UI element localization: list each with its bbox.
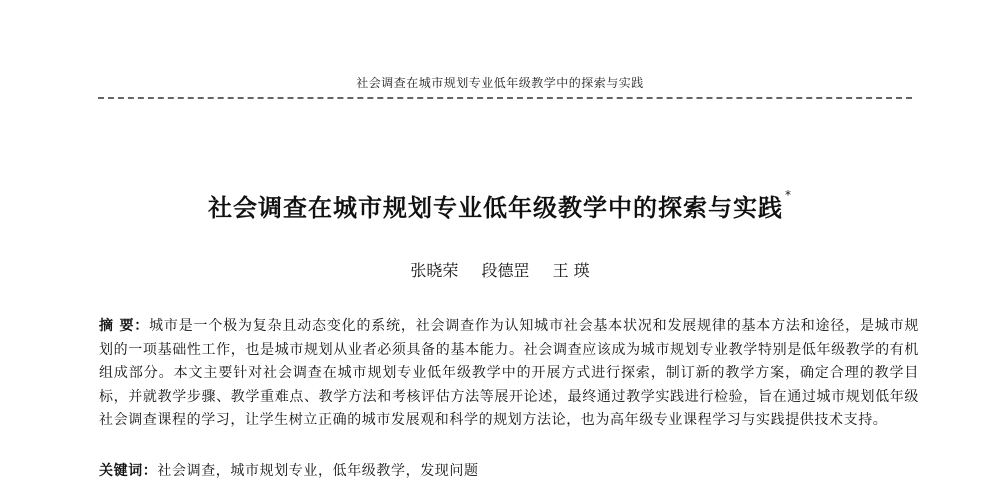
keywords-text: 社会调查，城市规划专业，低年级教学，发现问题 <box>157 463 479 479</box>
abstract <box>99 315 919 433</box>
running-header: 社会调查在城市规划专业低年级教学中的探索与实践 <box>356 76 644 90</box>
author-2: 段德罡 <box>481 261 530 280</box>
header-rule <box>98 97 912 99</box>
abstract-label: 摘 要： <box>99 318 150 334</box>
title-footnote-mark: * <box>785 188 792 202</box>
title-text: 社会调查在城市规划专业低年级教学中的探索与实践 <box>208 194 783 222</box>
keywords-label: 关键词： <box>99 463 158 479</box>
author-1: 张晓荣 <box>410 261 459 280</box>
paper-title <box>0 188 1000 223</box>
abstract-text: 城市是一个极为复杂且动态变化的系统，社会调查作为认知城市社会基本状况和发展规律的基本方法和途径，是城市规划的一项基础性工作，也是城市规划从业者必须具备的基本能力。社会调查应该成为城市规划专业教学特别是低年级教学的有机组成部分。本文主要针对社会调查在城市规划专业低年级教学中的开展方式进行探索，制订新的教学方案，确定合理的教学目标，并就教学步骤、教学重难点、教学方法和考核评估方法等展开论述，最终通过教学实践进行检验，旨在通过城市规划低年级社会调查课程的学习，让学生树立正确的城市发展观和科学的规划方法论，也为高年级专业课程学习与实践提供技术支持。 <box>99 318 919 428</box>
keywords <box>99 460 919 484</box>
author-list <box>0 258 1000 281</box>
author-3: 王 瑛 <box>552 261 590 280</box>
